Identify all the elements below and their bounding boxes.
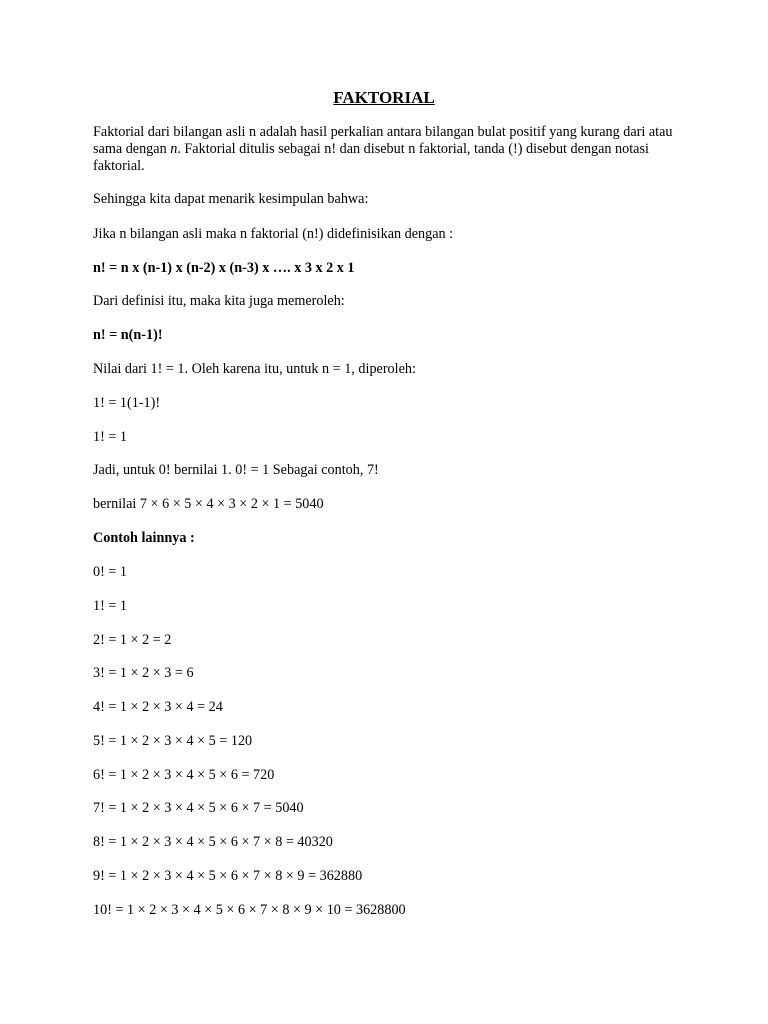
example-line: 5! = 1 × 2 × 3 × 4 × 5 = 120	[93, 733, 253, 749]
example-line: 3! = 1 × 2 × 3 = 6	[93, 665, 194, 681]
step-two-line: 1! = 1	[93, 429, 128, 445]
kesimpulan-paragraph: Sehingga kita dapat menarik kesimpulan bahwa:	[93, 191, 369, 207]
example-line: 7! = 1 × 2 × 3 × 4 × 5 × 6 × 7 = 5040	[93, 800, 304, 816]
definisi-intro-paragraph: Jika n bilangan asli maka n faktorial (n!) didefinisikan dengan :	[93, 226, 454, 242]
example-line: 2! = 1 × 2 = 2	[93, 632, 172, 648]
intro-paragraph	[93, 124, 683, 175]
step-one-line: 1! = 1(1-1)!	[93, 395, 161, 411]
nilai-satu-paragraph: Nilai dari 1! = 1. Oleh karena itu, untuk n = 1, diperoleh:	[93, 361, 416, 377]
example-line: 6! = 1 × 2 × 3 × 4 × 5 × 6 = 720	[93, 767, 275, 783]
intro-text-part1: Faktorial dari bilangan asli n adalah hasil perkalian antara bilangan bulat positif yang kurang dari atau sama dengan	[93, 124, 673, 157]
contoh-heading: Contoh lainnya :	[93, 530, 195, 546]
example-line: 1! = 1	[93, 598, 128, 614]
example-line: 10! = 1 × 2 × 3 × 4 × 5 × 6 × 7 × 8 × 9 × 10 = 3628800	[93, 902, 406, 918]
example-line: 8! = 1 × 2 × 3 × 4 × 5 × 6 × 7 × 8 = 40320	[93, 834, 333, 850]
intro-text-part2: . Faktorial ditulis sebagai n! dan disebut n faktorial, tanda (!) disebut dengan notasi faktorial.	[93, 141, 649, 174]
intro-italic-n: n	[170, 141, 178, 157]
jadi-paragraph: Jadi, untuk 0! bernilai 1. 0! = 1 Sebagai contoh, 7!	[93, 462, 379, 478]
example-line: 9! = 1 × 2 × 3 × 4 × 5 × 6 × 7 × 8 × 9 = 362880	[93, 868, 363, 884]
example-line: 0! = 1	[93, 564, 128, 580]
definisi-formula: n! = n x (n-1) x (n-2) x (n-3) x …. x 3 x 2 x 1	[93, 260, 355, 276]
memeroleh-paragraph: Dari definisi itu, maka kita juga memeroleh:	[93, 293, 345, 309]
example-line: 4! = 1 × 2 × 3 × 4 = 24	[93, 699, 223, 715]
page-title: FAKTORIAL	[333, 88, 435, 107]
rekursif-formula: n! = n(n-1)!	[93, 327, 163, 343]
bernilai-paragraph: bernilai 7 × 6 × 5 × 4 × 3 × 2 × 1 = 5040	[93, 496, 324, 512]
